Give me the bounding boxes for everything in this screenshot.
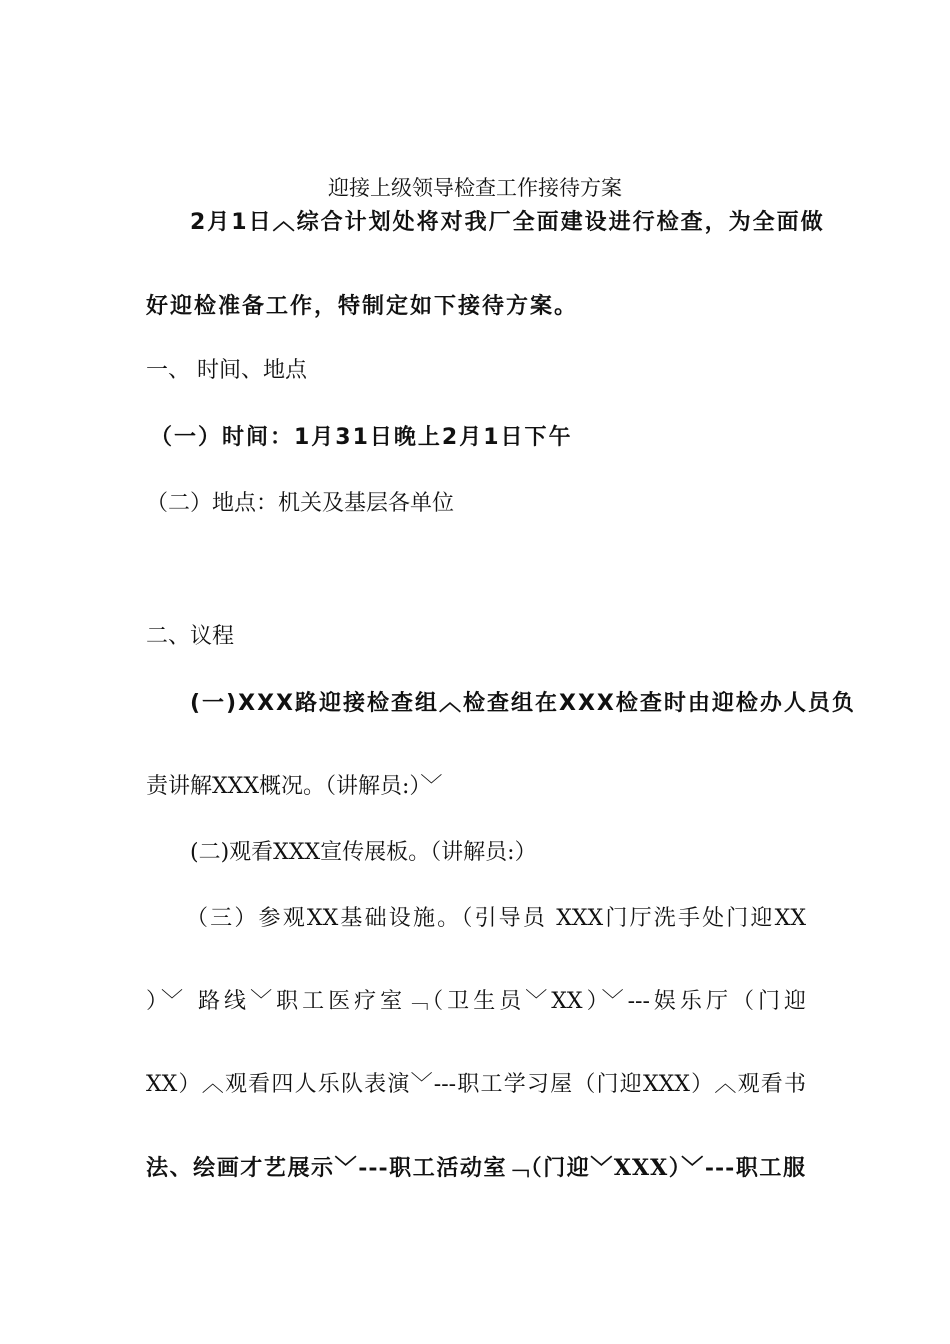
section-2-heading: 二、议程 [146, 624, 235, 649]
agenda-item-3-line-1: （三）参观XX基础设施。（引导员 XXX门厅洗手处门迎XX [186, 906, 806, 931]
intro-paragraph-line-1: 2月1日︿综合计划处将对我厂全面建设进行检查，为全面做 [190, 210, 825, 235]
agenda-item-1-line-2: 责讲解XXX概况。（讲解员:）﹀ [146, 774, 443, 799]
agenda-item-3-line-2: ）﹀ 路线﹀职工医疗室﹁（卫生员﹀XX）﹀---娱乐厅（门迎 [146, 989, 806, 1014]
intro-paragraph-line-2: 好迎检准备工作，特制定如下接待方案。 [146, 294, 579, 319]
section-1-item-location: （二）地点：机关及基层各单位 [146, 491, 455, 516]
section-1-heading: 一、 时间、地点 [146, 358, 307, 383]
section-1-item-time: （一）时间：1月31日晚上2月1日下午 [150, 425, 573, 450]
agenda-item-3-line-4: 法、绘画才艺展示﹀---职工活动室﹁（门迎﹀XXX）﹀---职工服 [146, 1155, 806, 1181]
document-title: 迎接上级领导检查工作接待方案 [328, 176, 622, 200]
agenda-item-1-line-1: (一)XXX路迎接检查组︿检查组在XXX检查时由迎检办人员负 [190, 691, 856, 716]
agenda-item-3-line-3: XX）︿观看四人乐队表演﹀---职工学习屋（门迎XXX）︿观看书 [146, 1072, 806, 1097]
agenda-item-2: (二)观看XXX宣传展板。（讲解员:） [190, 840, 537, 865]
